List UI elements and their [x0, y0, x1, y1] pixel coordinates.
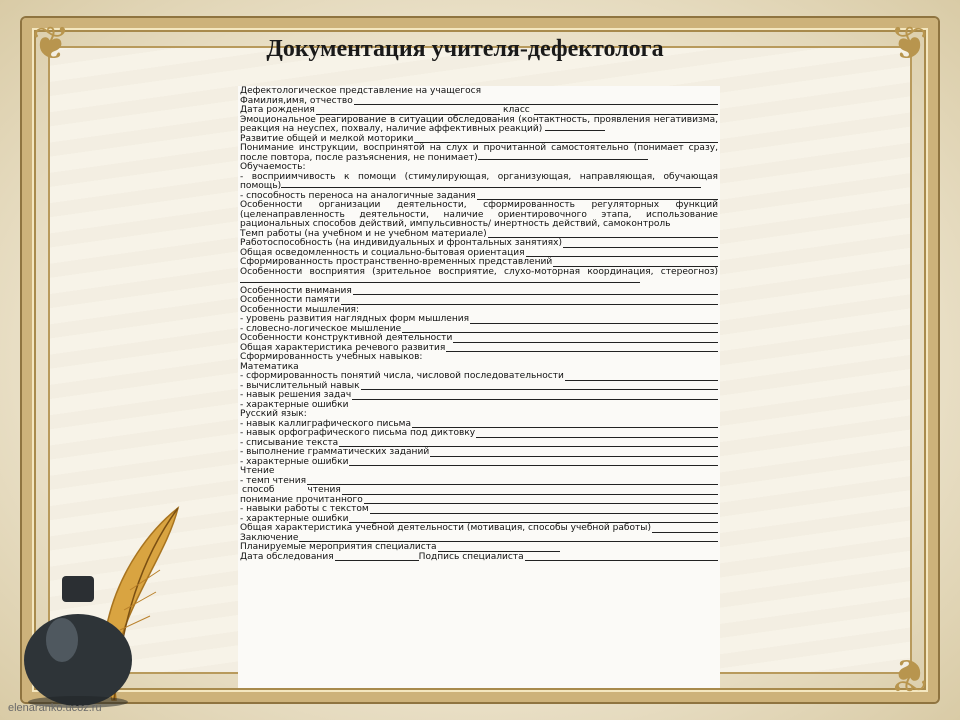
fill-line[interactable] [476, 437, 718, 438]
ink-bottle-icon [18, 570, 138, 710]
corner-ornament-icon: ❦ [31, 16, 71, 70]
form-row-conclusion: Заключение [240, 534, 718, 544]
fill-line[interactable] [364, 503, 718, 504]
form-row-spatial: Сформированность пространственно-временных представлений [240, 258, 718, 268]
fill-line[interactable] [349, 465, 718, 466]
fill-line[interactable] [307, 484, 718, 485]
fill-line[interactable] [335, 560, 419, 561]
fill-line[interactable] [453, 342, 718, 343]
fill-line[interactable] [341, 304, 718, 305]
form-row-grammar: - выполнение грамматических заданий [240, 448, 718, 458]
fill-line[interactable] [446, 351, 718, 352]
section-reading: Чтение [240, 466, 275, 476]
form-row-problem-solving: - навык решения задач [240, 391, 718, 401]
form-row-verbal-thinking: - словесно-логическое мышление [240, 325, 718, 335]
form-row-pace: Темп работы (на учебном и не учебном материале) [240, 230, 718, 240]
form-row-instructions: Понимание инструкции, воспринятой на слух и прочитанной самостоятельно (понимает сразу, после повтора, после разъяснения, не понимает) [240, 143, 718, 163]
corner-ornament-icon: ❦ [889, 648, 929, 702]
form-row-reading-method: способ чтения [240, 486, 718, 496]
fill-line[interactable] [430, 456, 718, 457]
fill-line[interactable] [370, 513, 718, 514]
form-row-memory: Особенности памяти [240, 296, 718, 306]
fill-line[interactable] [545, 130, 605, 131]
fill-line[interactable] [652, 532, 718, 533]
form-row-name: Фамилия,имя, отчество [240, 97, 718, 107]
form-row-attention: Особенности внимания [240, 287, 718, 297]
form-row-planned: Планируемые мероприятия специалиста [240, 543, 718, 553]
form-row-text-work: - навыки работы с текстом [240, 505, 718, 515]
form-row-math-errors: - характерные ошибки [240, 399, 349, 410]
section-skills: Сформированность учебных навыков: [240, 352, 423, 362]
form-row-date-signature: Дата обследования Подпись специалиста [240, 553, 718, 563]
fill-line[interactable] [563, 247, 718, 248]
section-math: Математика [240, 361, 299, 372]
form-row-awareness: Общая осведомленность и социально-бытовая ориентация [240, 249, 718, 259]
form-row-number-concepts: - сформированность понятий числа, числовой последовательности [240, 372, 718, 382]
form-row-speech: Общая характеристика речевого развития [240, 344, 718, 354]
fill-line[interactable] [353, 294, 718, 295]
form-row-capacity: Работоспособность (на индивидуальных и фронтальных занятиях) [240, 239, 718, 249]
fill-line[interactable] [361, 389, 718, 390]
form-row-visual-thinking: - уровень развития наглядных форм мышления [240, 315, 718, 325]
section-thinking: Особенности мышления: [240, 304, 360, 315]
fill-line[interactable] [354, 104, 718, 105]
form-row-russian-errors: - характерные ошибки [240, 458, 718, 468]
form-row-calligraphy: - навык каллиграфического письма [240, 420, 718, 430]
section-russian: Русский язык: [240, 409, 307, 419]
site-watermark: elenaranko.ucoz.ru [8, 702, 102, 714]
fill-line[interactable] [565, 380, 718, 381]
fill-line[interactable] [525, 560, 718, 561]
slide-title: Документация учителя-дефектолога [266, 36, 664, 62]
form-row-motor: Развитие общей и мелкой моторики [240, 135, 718, 145]
form-heading: Дефектологическое представление на учащегося [240, 86, 482, 96]
form-row-comprehension: понимание прочитанного [240, 496, 718, 506]
fill-line[interactable] [342, 494, 718, 495]
form-row-reading-pace: - темп чтения [240, 477, 718, 487]
corner-ornament-icon: ❦ [889, 16, 929, 70]
form-row-constructive: Особенности конструктивной деятельности [240, 334, 718, 344]
form-row-orthography: - навык орфографического письма под диктовку [240, 429, 718, 439]
fill-line[interactable] [526, 256, 718, 257]
form-row-transfer: - способность переноса на аналогичные задания [240, 192, 718, 202]
form-row-computing: - вычислительный навык [240, 382, 718, 392]
form-row-organization: Особенности организации деятельности, сформированность регуляторных функций (целенаправленность деятельности, наличие ориентировочного этапа, использование рациональных способов действий, импульсивность/ инертность действий, самоконтроль [240, 200, 718, 229]
fill-line[interactable] [352, 399, 718, 400]
section-learnability: Обучаемость: [240, 162, 306, 172]
form-document [238, 86, 720, 688]
form-row-perception: Особенности восприятия (зрительное восприятие, слухо-моторная координация, стереогноз) [240, 268, 718, 287]
fill-line[interactable] [281, 187, 701, 188]
fill-line[interactable] [478, 159, 648, 160]
form-row-susceptibility: - восприимчивость к помощи (стимулирующая, организующая, направляющая, обучающая помощь) [240, 171, 718, 191]
fill-line[interactable] [470, 323, 718, 324]
form-row-reading-errors: - характерные ошибки [240, 515, 718, 525]
fill-line[interactable] [240, 282, 640, 283]
form-row-emotional: Эмоциональное реагирование в ситуации обследования (контактность, проявления негативизма, реакция на неуспех, похвалу, наличие аффективных реакций) [240, 114, 718, 134]
form-row-learning-activity: Общая характеристика учебной деятельности (мотивация, способы учебной работы) [240, 524, 718, 534]
form-row-copying: - списывание текста [240, 439, 718, 449]
form-row-birth: Дата рождения класс [240, 106, 718, 116]
